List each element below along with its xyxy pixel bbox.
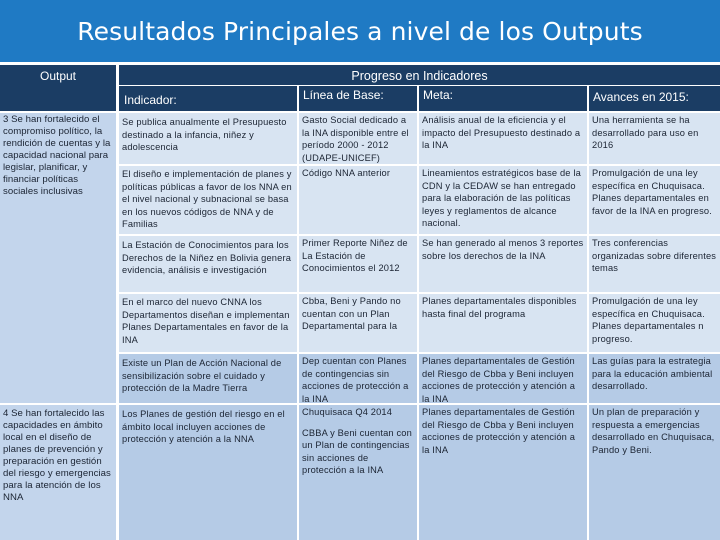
row4-linea-base-text: Cbba, Beni y Pando no cuentan con un Plan Departamental para la bbox=[302, 296, 401, 332]
row4-meta-text: Planes departamentales disponibles hasta final del programa bbox=[422, 296, 577, 319]
row1-meta bbox=[419, 113, 587, 164]
row6-meta bbox=[419, 405, 587, 540]
header-indicador bbox=[119, 86, 297, 111]
row4-avances-text: Promulgación de una ley específica en Chuquisaca. Planes departamentales n progreso. bbox=[592, 296, 705, 344]
header-indicador-label: Indicador: bbox=[124, 93, 177, 107]
slide-title: Resultados Principales a nivel de los Outputs bbox=[0, 0, 720, 62]
header-output-label: Output bbox=[39, 69, 77, 83]
output-4-cell bbox=[0, 405, 116, 540]
indicator-table bbox=[0, 62, 720, 540]
row1-avances-text: Una herramienta se ha desarrollado para uso en 2016 bbox=[592, 115, 699, 151]
row3-meta-text: Se han generado al menos 3 reportes sobre los derechos de la INA bbox=[422, 238, 584, 261]
row3-indicador-text: La Estación de Conocimientos para los Derechos de la Niñez en Bolivia genera evidencia, análisis e investigación bbox=[122, 240, 292, 276]
row5-linea-base bbox=[299, 354, 417, 403]
row6-avances bbox=[589, 405, 720, 540]
output-4-text: 4 Se han fortalecido las capacidades en ámbito local en el diseño de planes de prevención y preparación en gestión del riesgo y emergencias para la atención de los NNA bbox=[3, 408, 111, 503]
row3-avances bbox=[589, 236, 720, 292]
row2-indicador bbox=[119, 166, 297, 234]
row4-indicador-text: En el marco del nuevo CNNA los Departamentos diseñan e implementan Planes Departamentales en favor de la INA bbox=[122, 297, 290, 345]
header-progreso bbox=[119, 65, 720, 85]
row6-linea-base-text-2: CBBA y Beni cuentan con un Plan de contingencias sin acciones de protección a la INA bbox=[302, 427, 412, 476]
row6-indicador bbox=[119, 405, 297, 540]
row6-avances-text: Un plan de preparación y respuesta a emergencias desarrollado en Chuquisaca, Pando y Beni. bbox=[592, 407, 715, 455]
row5-avances bbox=[589, 354, 720, 403]
row5-linea-base-text: Dep cuentan con Planes de contingencias sin acciones de protección a la INA bbox=[302, 356, 409, 403]
row2-avances bbox=[589, 166, 720, 234]
row3-linea-base-text: Primer Reporte Niñez de La Estación de Conocimientos el 2012 bbox=[302, 238, 408, 274]
row6-linea-base-text: Chuquisaca Q4 2014 bbox=[302, 407, 393, 417]
row5-indicador-text: Existe un Plan de Acción Nacional de sensibilización sobre el cuidado y protección de la Madre Tierra bbox=[122, 358, 282, 394]
output-3-cell bbox=[0, 113, 116, 403]
header-progreso-label: Progreso en Indicadores bbox=[351, 69, 488, 83]
row2-linea-base bbox=[299, 166, 417, 234]
row1-indicador bbox=[119, 113, 297, 164]
row2-indicador-text: El diseño e implementación de planes y políticas públicas a favor de los NNA en el nivel nacional y subnacional se basa en los nuevos códigos de NNA y de Familias bbox=[122, 169, 292, 230]
row1-linea-base-text: Gasto Social dedicado a la INA disponible entre el período 2000 - 2012 (UDAPE-UNICEF) bbox=[302, 115, 409, 163]
row2-meta bbox=[419, 166, 587, 234]
row5-avances-text: Las guías para la estrategia para la educación ambiental desarrollado. bbox=[592, 356, 713, 392]
row5-meta bbox=[419, 354, 587, 403]
row1-linea-base bbox=[299, 113, 417, 164]
row6-indicador-text: Los Planes de gestión del riesgo en el ámbito local incluyen acciones de protección y atención a la NNA bbox=[122, 409, 285, 445]
row1-avances bbox=[589, 113, 720, 164]
row1-indicador-text: Se publica anualmente el Presupuesto destinado a la infancia, niñez y adolescencia bbox=[122, 117, 287, 153]
row4-avances bbox=[589, 294, 720, 352]
row6-meta-text: Planes departamentales de Gestión del Riesgo de Cbba y Beni incluyen acciones de protección y atención a la INA bbox=[422, 407, 576, 455]
row4-meta bbox=[419, 294, 587, 352]
header-meta bbox=[419, 86, 587, 111]
row3-avances-text: Tres conferencias organizadas sobre diferentes temas bbox=[592, 238, 717, 274]
header-linea-base bbox=[299, 86, 417, 111]
output-3-text: 3 Se han fortalecido el compromiso político, la rendición de cuentas y la capacidad nacional para legislar, planificar, y financiar políticas sociales inclusivas bbox=[3, 114, 111, 197]
row3-linea-base bbox=[299, 236, 417, 292]
header-output bbox=[0, 65, 116, 111]
row5-meta-text: Planes departamentales de Gestión del Riesgo de Cbba y Beni incluyen acciones de protección y atención a la INA bbox=[422, 356, 576, 403]
header-linea-base-label: Línea de Base: bbox=[303, 88, 384, 102]
row6-linea-base bbox=[299, 405, 417, 540]
row1-meta-text: Análisis anual de la eficiencia y el impacto del Presupuesto destinado a la INA bbox=[422, 115, 581, 151]
row4-linea-base bbox=[299, 294, 417, 352]
row3-indicador bbox=[119, 236, 297, 292]
header-avances bbox=[589, 86, 720, 111]
header-avances-label: Avances en 2015: bbox=[593, 90, 689, 104]
row2-meta-text: Lineamientos estratégicos base de la CDN y la CEDAW se han entregado para la elaboración de las políticas leyes y reglamentos de alcance nacional. bbox=[422, 168, 581, 229]
row5-indicador bbox=[119, 354, 297, 403]
row2-linea-base-text: Código NNA anterior bbox=[302, 168, 391, 178]
row3-meta bbox=[419, 236, 587, 292]
header-meta-label: Meta: bbox=[423, 88, 454, 102]
row4-indicador bbox=[119, 294, 297, 352]
row2-avances-text: Promulgación de una ley específica en Chuquisaca. Planes departamentales en favor de la INA en progreso. bbox=[592, 168, 712, 216]
